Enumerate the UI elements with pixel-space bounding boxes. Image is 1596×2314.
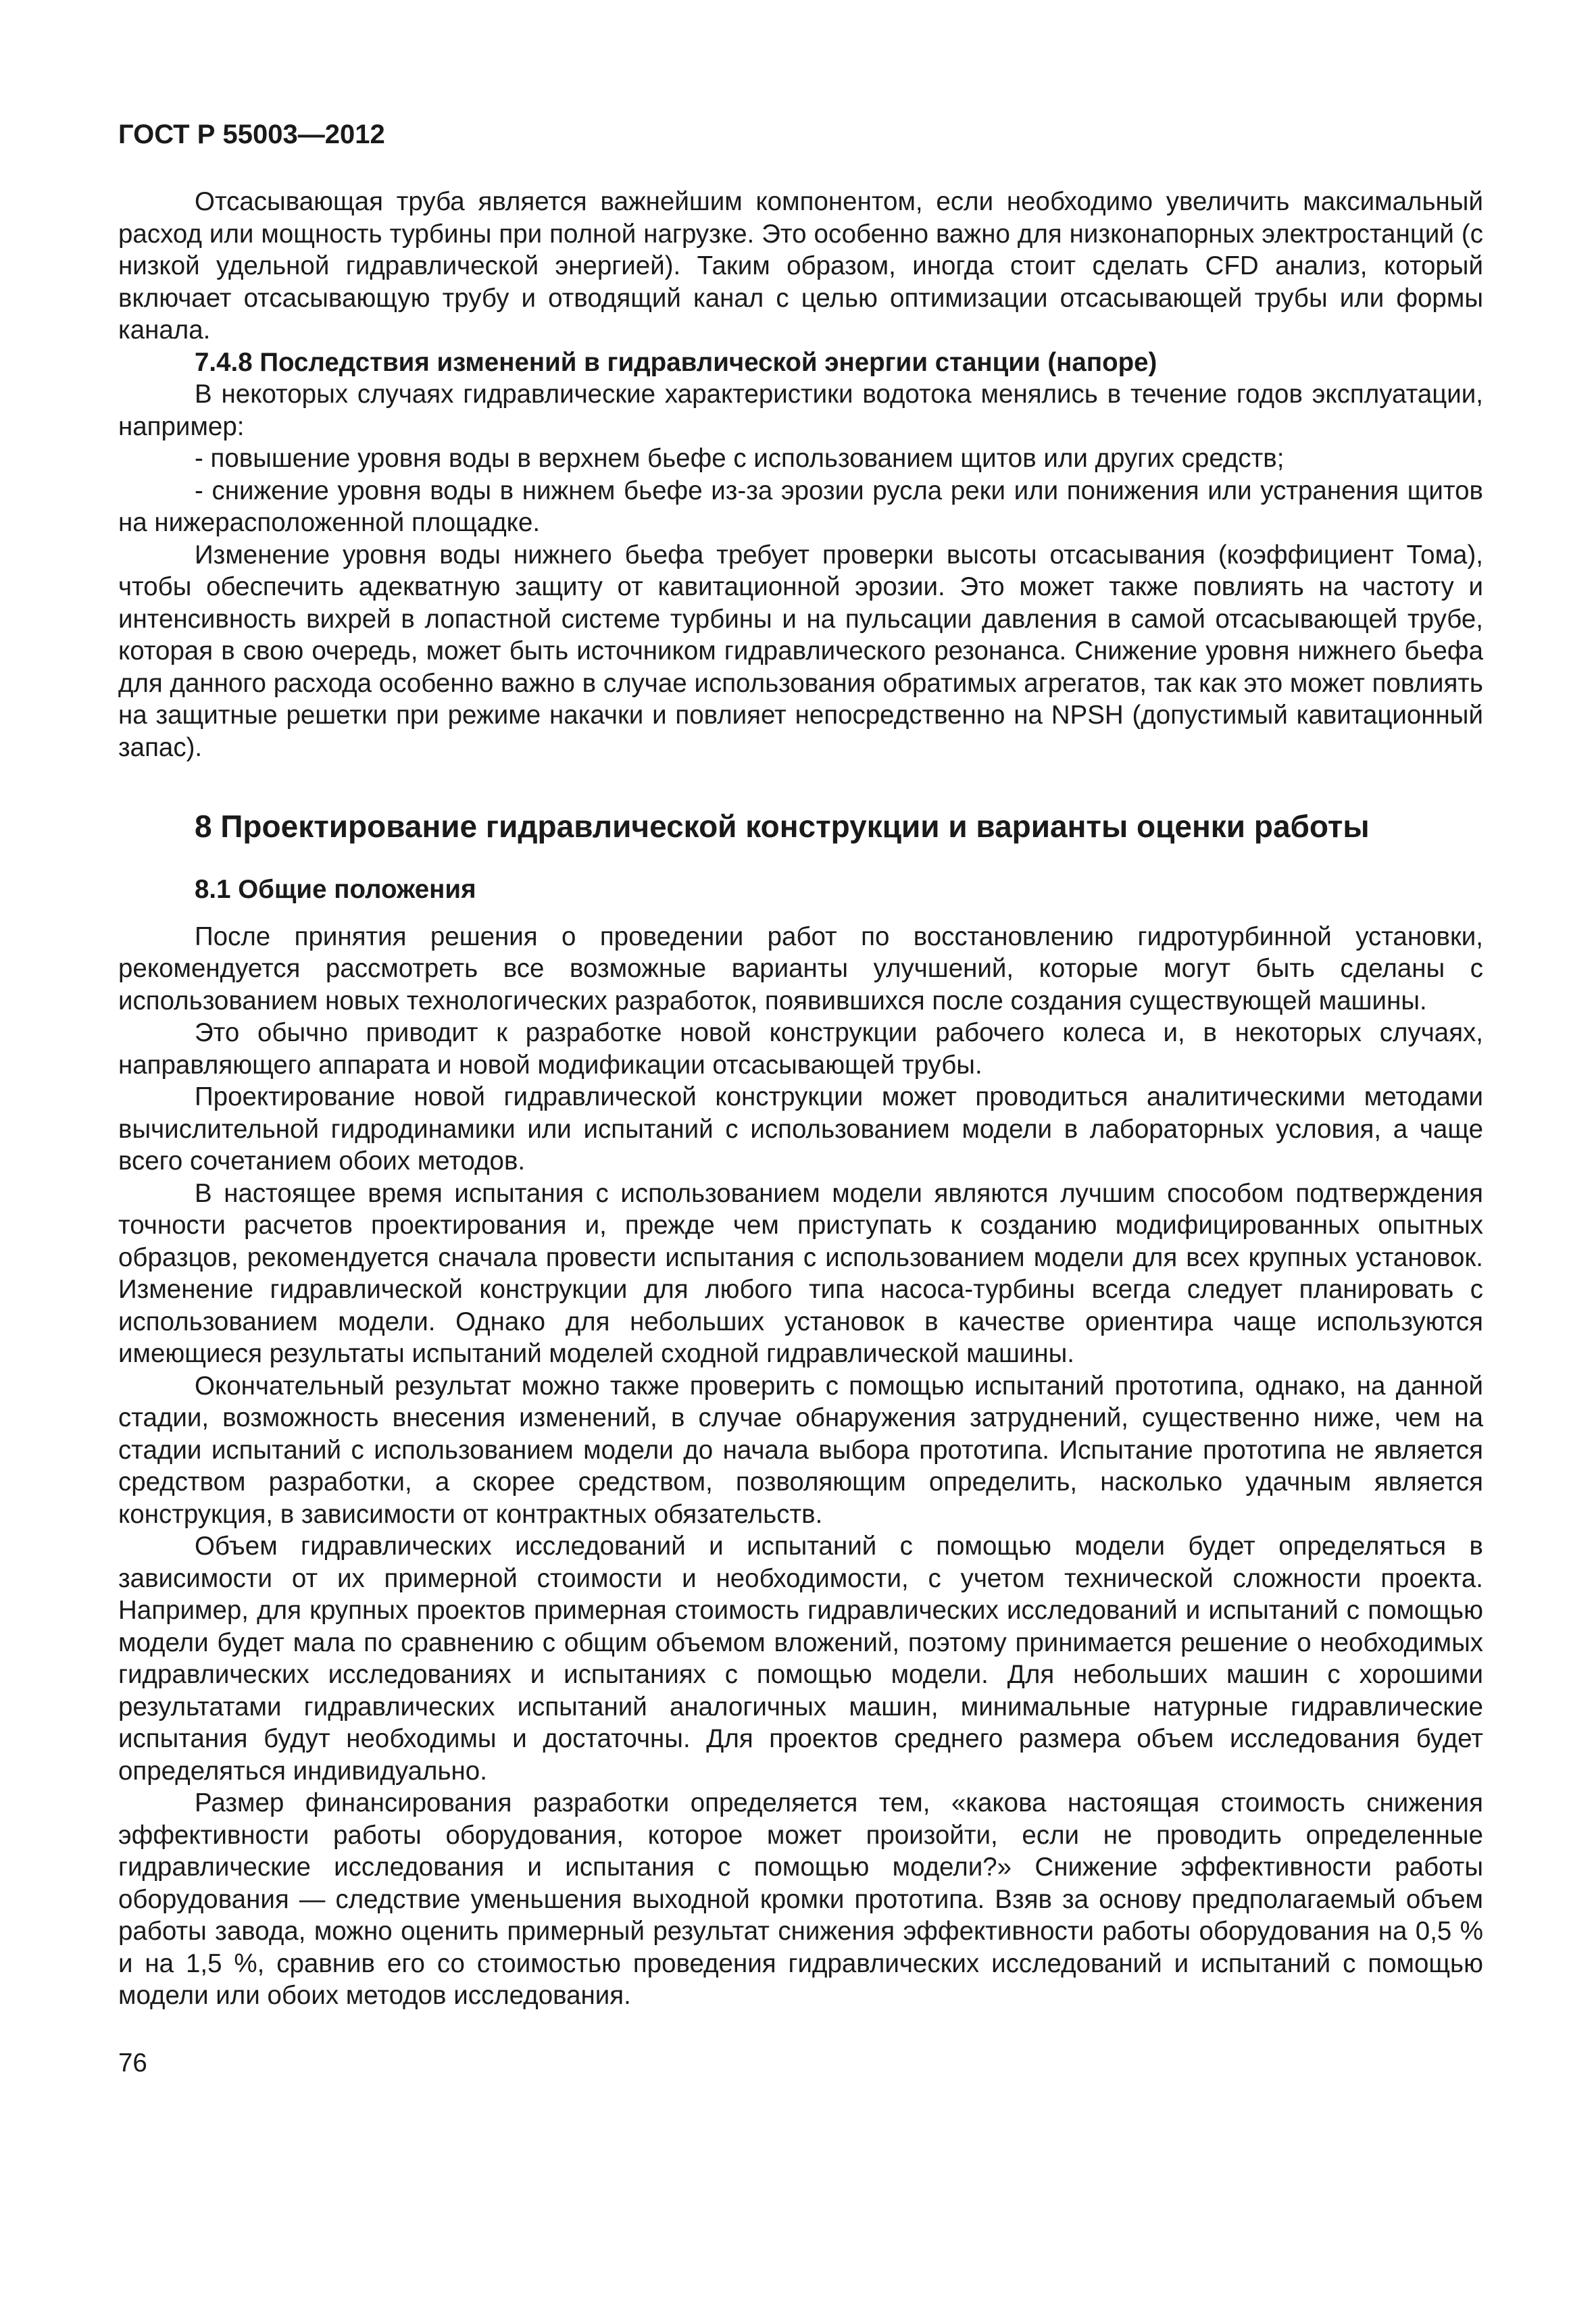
paragraph-8-1-3: Проектирование новой гидравлической конструкции может проводиться аналитическими методами вычислительной гидродинамики или испытаний с использованием модели в лабораторных условия, а чаще всего сочетанием обоих методов. — [118, 1082, 1483, 1176]
paragraph-7-4-8-intro: В некоторых случаях гидравлические характеристики водотока менялись в течение годов эксплуатации, например: — [118, 380, 1483, 441]
paragraph-8-1-5: Окончательный результат можно также проверить с помощью испытаний прототипа, однако, на данной стадии, возможность внесения изменений, в случае обнаружения затруднений, существенно ниже, чем на стадии испытаний с использованием модели до начала выбора прототипа. Испытание прототипа не является средством разработки, а скорее средством, позволяющим определить, насколько удачным является конструкция, в зависимости от контрактных обязательств. — [118, 1371, 1483, 1529]
intro-paragraph: Отсасывающая труба является важнейшим компонентом, если необходимо увеличить максимальный расход или мощность турбины при полной нагрузке. Это особенно важно для низконапорных электростанций (с низкой удельной гидравлической энергией). Таким образом, иногда стоит сделать CFD анализ, который включает отсасывающую трубу и отводящий канал с целью оптимизации отсасывающей трубы или формы канала. — [118, 187, 1483, 345]
document-code-header: ГОСТ Р 55003—2012 — [118, 120, 385, 149]
paragraph-8-1-6: Объем гидравлических исследований и испытаний с помощью модели будет определяться в зависимости от их примерной стоимости и необходимости, с учетом технической сложности проекта. Например, для крупных проектов примерная стоимость гидравлических исследований и испытаний с помощью модели будет мала по сравнению с общим объемом вложений, поэтому принимается решение о необходимых гидравлических исследованиях и испытаниях с помощью модели. Для небольших машин с хорошими результатами гидравлических испытаний аналогичных машин, минимальные натурные гидравлические испытания будут необходимы и достаточны. Для проектов среднего размера объем исследования будет определяться индивидуально. — [118, 1532, 1483, 1786]
paragraph-8-1-2: Это обычно приводит к разработке новой конструкции рабочего колеса и, в некоторых случаях, направляющего аппарата и новой модификации отсасывающей трубы. — [118, 1018, 1483, 1080]
paragraph-8-1-7: Размер финансирования разработки определяется тем, «какова настоящая стоимость снижения эффективности работы оборудования, которое может произойти, если не проводить определенные гидравлические исследования и испытания с помощью модели?» Снижение эффективности работы оборудования — следствие уменьшения выходной кромки прототипа. Взяв за основу предполагаемый объем работы завода, можно оценить примерный результат снижения эффективности работы оборудования на 0,5 % и на 1,5 %, сравнив его со стоимостью проведения гидравлических исследований и испытаний с помощью модели или обоих методов исследования. — [118, 1788, 1483, 2010]
section-title-8: 8 Проектирование гидравлической конструкции и варианты оценки работы — [195, 809, 1370, 844]
subsection-title-8-1: 8.1 Общие положения — [195, 875, 476, 904]
list-item-1: - повышение уровня воды в верхнем бьефе с использованием щитов или других средств; — [195, 444, 1285, 473]
list-item-2: - снижение уровня воды в нижнем бьефе из-за эрозии русла реки или понижения или устранения щитов на нижерасположенной площадке. — [118, 476, 1483, 537]
paragraph-8-1-4: В настоящее время испытания с использованием модели являются лучшим способом подтверждения точности расчетов проектирования и, прежде чем приступать к созданию модифицированных опытных образцов, рекомендуется сначала провести испытания с использованием модели для всех крупных установок. Изменение гидравлической конструкции для любого типа насоса-турбины всегда следует планировать с использованием модели. Однако для небольших установок в качестве ориентира чаще используются имеющиеся результаты испытаний моделей сходной гидравлической машины. — [118, 1178, 1483, 1368]
paragraph-8-1-1: После принятия решения о проведении работ по восстановлению гидротурбинной установки, рекомендуется рассмотреть все возможные варианты улучшений, которые могут быть сделаны с использованием новых технологических разработок, появившихся после создания существующей машины. — [118, 922, 1483, 1015]
page-number: 76 — [118, 2048, 147, 2078]
document-page — [118, 118, 1483, 2079]
subsection-title-7-4-8: 7.4.8 Последствия изменений в гидравлической энергии станции (напоре) — [195, 347, 1157, 377]
paragraph-7-4-8-body: Изменение уровня воды нижнего бьефа требует проверки высоты отсасывания (коэффициент Тома), чтобы обеспечить адекватную защиту от кавитационной эрозии. Это может также повлиять на частоту и интенсивность вихрей в лопастной системе турбины и на пульсации давления в самой отсасывающей трубе, которая в свою очередь, может быть источником гидравлического резонанса. Снижение уровня нижнего бьефа для данного расхода особенно важно в случае использования обратимых агрегатов, так как это может повлиять на защитные решетки при режиме накачки и повлияет непосредственно на NPSH (допустимый кавитационный запас). — [118, 540, 1483, 762]
